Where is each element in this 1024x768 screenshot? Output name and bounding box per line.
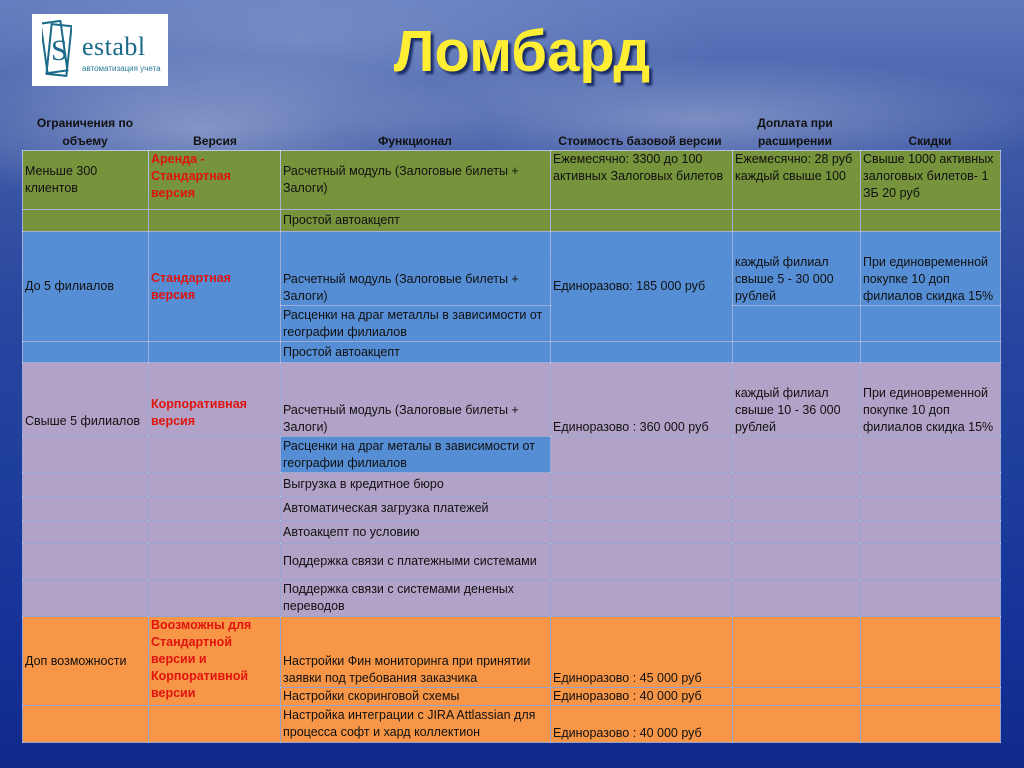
cell-limit: Свыше 5 филиалов — [23, 363, 149, 437]
cell-version: Стандартная версия — [149, 232, 281, 342]
table-row — [23, 151, 1001, 210]
table-row — [23, 521, 1001, 544]
cell-feature: Поддержка связи с платежными системами — [281, 544, 551, 580]
cell-feature: Расценки на драг металлы в зависимости от географии филиалов — [281, 306, 551, 342]
logo-tagline: автоматизация учета — [82, 64, 161, 73]
cell-feature: Настройки Фин мониторинга при принятии заявки под требования заказчика — [281, 617, 551, 688]
cell-version: Воозможны для Стандартной версии и Корпоративной версии — [149, 617, 281, 706]
cell-feature: Автоматическая загрузка платежей — [281, 497, 551, 521]
header-expansion: Доплата при расширении — [757, 116, 833, 148]
cell-limit: Доп возможности — [23, 617, 149, 706]
cell-expansion: Ежемесячно: 28 руб каждый свыше 100 — [733, 151, 861, 210]
cell-version: Аренда - Стандартная версия — [149, 151, 281, 210]
table-row — [23, 706, 1001, 743]
cell-expansion: каждый филиал свыше 5 - 30 000 рублей — [733, 232, 861, 306]
table-row — [23, 497, 1001, 521]
header-version: Версия — [193, 134, 237, 148]
table-row — [23, 232, 1001, 306]
header-discounts: Скидки — [908, 134, 952, 148]
logo-wordmark: establ — [82, 32, 146, 61]
table-row — [23, 210, 1001, 232]
cell-version: Корпоративная версия — [149, 363, 281, 437]
table-row — [23, 342, 1001, 363]
cell-price: Единоразово : 40 000 руб — [551, 688, 733, 706]
cell-feature: Настройка интеграции с JIRA Attlassian для процесса софт и хард коллектион — [281, 706, 551, 743]
svg-text:S: S — [51, 34, 68, 67]
table-row — [23, 437, 1001, 473]
cell-feature: Расчетный модуль (Залоговые билеты + Залоги) — [281, 232, 551, 306]
cell-expansion: каждый филиал свыше 10 - 36 000 рублей — [733, 363, 861, 437]
cell-feature: Расчетный модуль (Залоговые билеты + Залоги) — [281, 363, 551, 437]
cell-price: Ежемесячно: 3300 до 100 активных Залоговых билетов — [551, 151, 733, 210]
cell-discount: При единовременной покупке 10 доп филиалов скидка 15% — [861, 363, 1001, 437]
table-row — [23, 473, 1001, 497]
pricing-table — [22, 150, 1001, 743]
table-row — [23, 544, 1001, 580]
cell-feature: Расценки на драг металы в зависимости от географии филиалов — [281, 437, 551, 473]
header-base-price: Стоимость базовой версии — [558, 134, 722, 148]
cell-feature: Простой автоакцепт — [281, 210, 551, 232]
cell-price: Единоразово : 40 000 руб — [551, 706, 733, 743]
cell-feature: Расчетный модуль (Залоговые билеты + Залоги) — [281, 151, 551, 210]
cell-feature: Выгрузка в кредитное бюро — [281, 473, 551, 497]
cell-price: Единоразово: 185 000 руб — [551, 232, 733, 342]
cell-limit: До 5 филиалов — [23, 232, 149, 342]
cell-discount: Свыше 1000 активных залоговых билетов- 1 ЗБ 20 руб — [861, 151, 1001, 210]
table-row — [23, 363, 1001, 437]
cell-limit: Меньше 300 клиентов — [23, 151, 149, 210]
cell-price: Единоразово : 45 000 руб — [551, 617, 733, 688]
slide-title: Ломбард — [393, 19, 651, 84]
header-features: Функционал — [378, 134, 452, 148]
table-header-row — [0, 112, 1024, 150]
table-row — [23, 617, 1001, 688]
cell-feature: Автоакцепт по условию — [281, 521, 551, 544]
cell-feature: Простой автоакцепт — [281, 342, 551, 363]
cell-feature: Поддержка связи с системами дененых переводов — [281, 580, 551, 617]
header-limits: Ограничения по объему — [36, 116, 134, 148]
cell-feature: Настройки скоринговой схемы — [281, 688, 551, 706]
table-row — [23, 580, 1001, 617]
cell-discount: При единовременной покупке 10 доп филиалов скидка 15% — [861, 232, 1001, 306]
cell-price: Единоразово : 360 000 руб — [551, 363, 733, 437]
